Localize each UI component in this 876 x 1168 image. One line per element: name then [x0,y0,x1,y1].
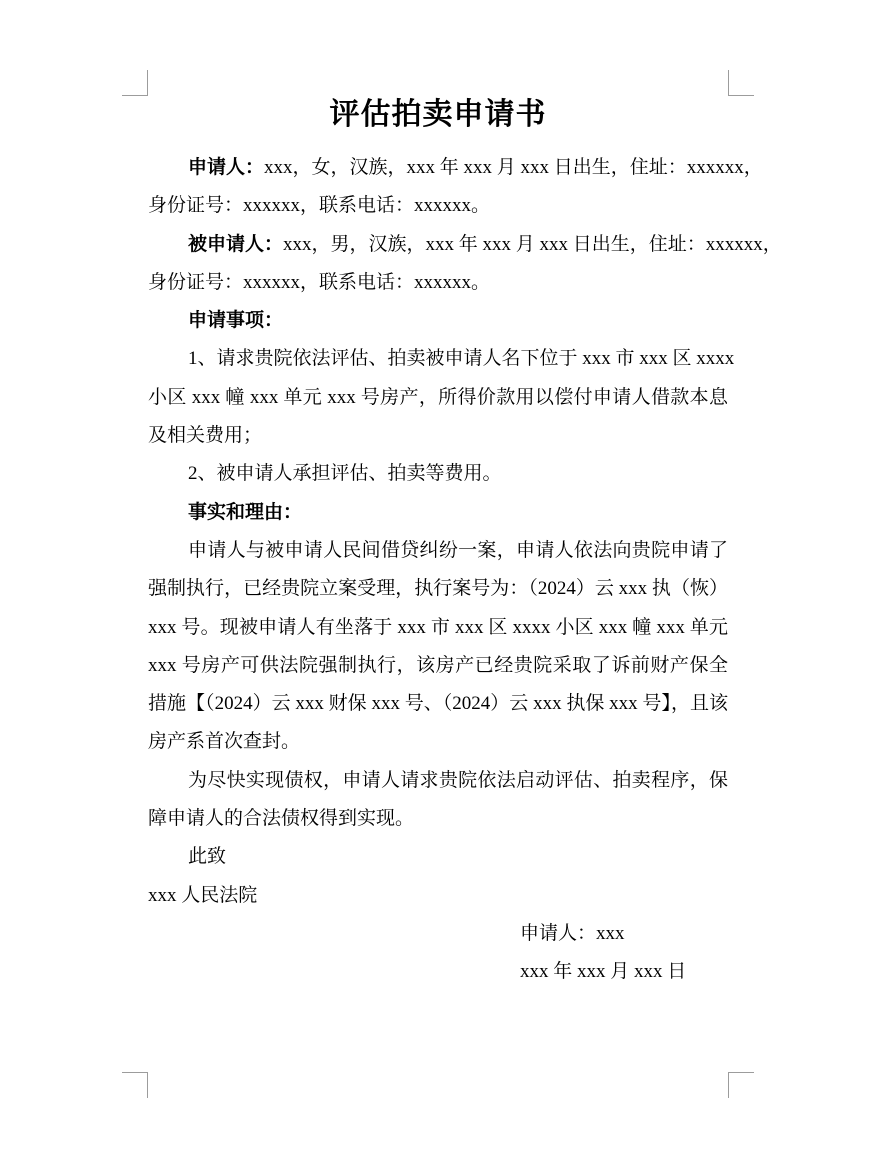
respondent-label: 被申请人： [188,233,284,255]
document-title: 评估拍卖申请书 [329,98,547,131]
applicant-line-2: 身份证号：xxxxxx，联系电话：xxxxxx。 [148,195,491,217]
claim-1-line-1: 1、请求贵院依法评估、拍卖被申请人名下位于 xxx 市 xxx 区 xxxx [188,348,735,370]
facts-p1-line-3: xxx 号。现被申请人有坐落于 xxx 市 xxx 区 xxxx 小区 xxx 幢 xxx 单元 [148,616,728,638]
facts-p2-line-2: 障申请人的合法债权得到实现。 [148,808,415,830]
claims-heading [148,302,728,340]
facts-p1-line-1: 申请人与被申请人民间借贷纠纷一案，申请人依法向贵院申请了 [188,539,728,561]
respondent-info: xxx，男，汉族，xxx 年 xxx 月 xxx 日出生，住址：xxxxxx， [283,233,782,255]
facts-heading-text: 事实和理由： [188,501,303,523]
claim-2-line-1: 2、被申请人承担评估、拍卖等费用。 [188,463,502,485]
crop-mark-top-left [122,70,148,96]
facts-p1-line-2: 强制执行，已经贵院立案受理，执行案号为：（2024）云 xxx 执（恢） [148,578,728,600]
applicant-label: 申请人： [188,157,265,178]
claim-1-line-2: 小区 xxx 幢 xxx 单元 xxx 号房产，所得价款用以偿付申请人借款本息 [148,386,728,408]
facts-heading [148,494,728,532]
claim-1-line-3: 及相关费用； [148,425,263,447]
document-body [148,149,782,992]
signature-date: xxx 年 xxx 月 xxx 日 [520,961,687,983]
crop-mark-bottom-right [728,1072,754,1098]
applicant-info: xxx，女，汉族，xxx 年 xxx 月 xxx 日出生，住址：xxxxxx， [264,157,763,178]
facts-p1-line-5: 措施【（2024）云 xxx 财保 xxx 号、（2024）云 xxx 执保 xxx 号】，且该 [148,693,728,715]
claims-heading-text: 申请事项： [188,310,284,332]
facts-p1-line-4: xxx 号房产可供法院强制执行，该房产已经贵院采取了诉前财产保全 [148,654,728,676]
salutation: 此致 [188,846,227,868]
facts-p2-line-1: 为尽快实现债权，申请人请求贵院依法启动评估、拍卖程序，保 [188,769,728,791]
court-name: xxx 人民法院 [148,884,258,906]
respondent-line-1 [148,226,782,264]
applicant-line-1 [148,149,763,187]
crop-mark-bottom-left [122,1072,148,1098]
crop-mark-top-right [728,70,754,96]
facts-p1-line-6: 房产系首次查封。 [148,731,301,753]
respondent-line-2: 身份证号：xxxxxx，联系电话：xxxxxx。 [148,271,491,293]
signature: 申请人：xxx [520,922,625,944]
